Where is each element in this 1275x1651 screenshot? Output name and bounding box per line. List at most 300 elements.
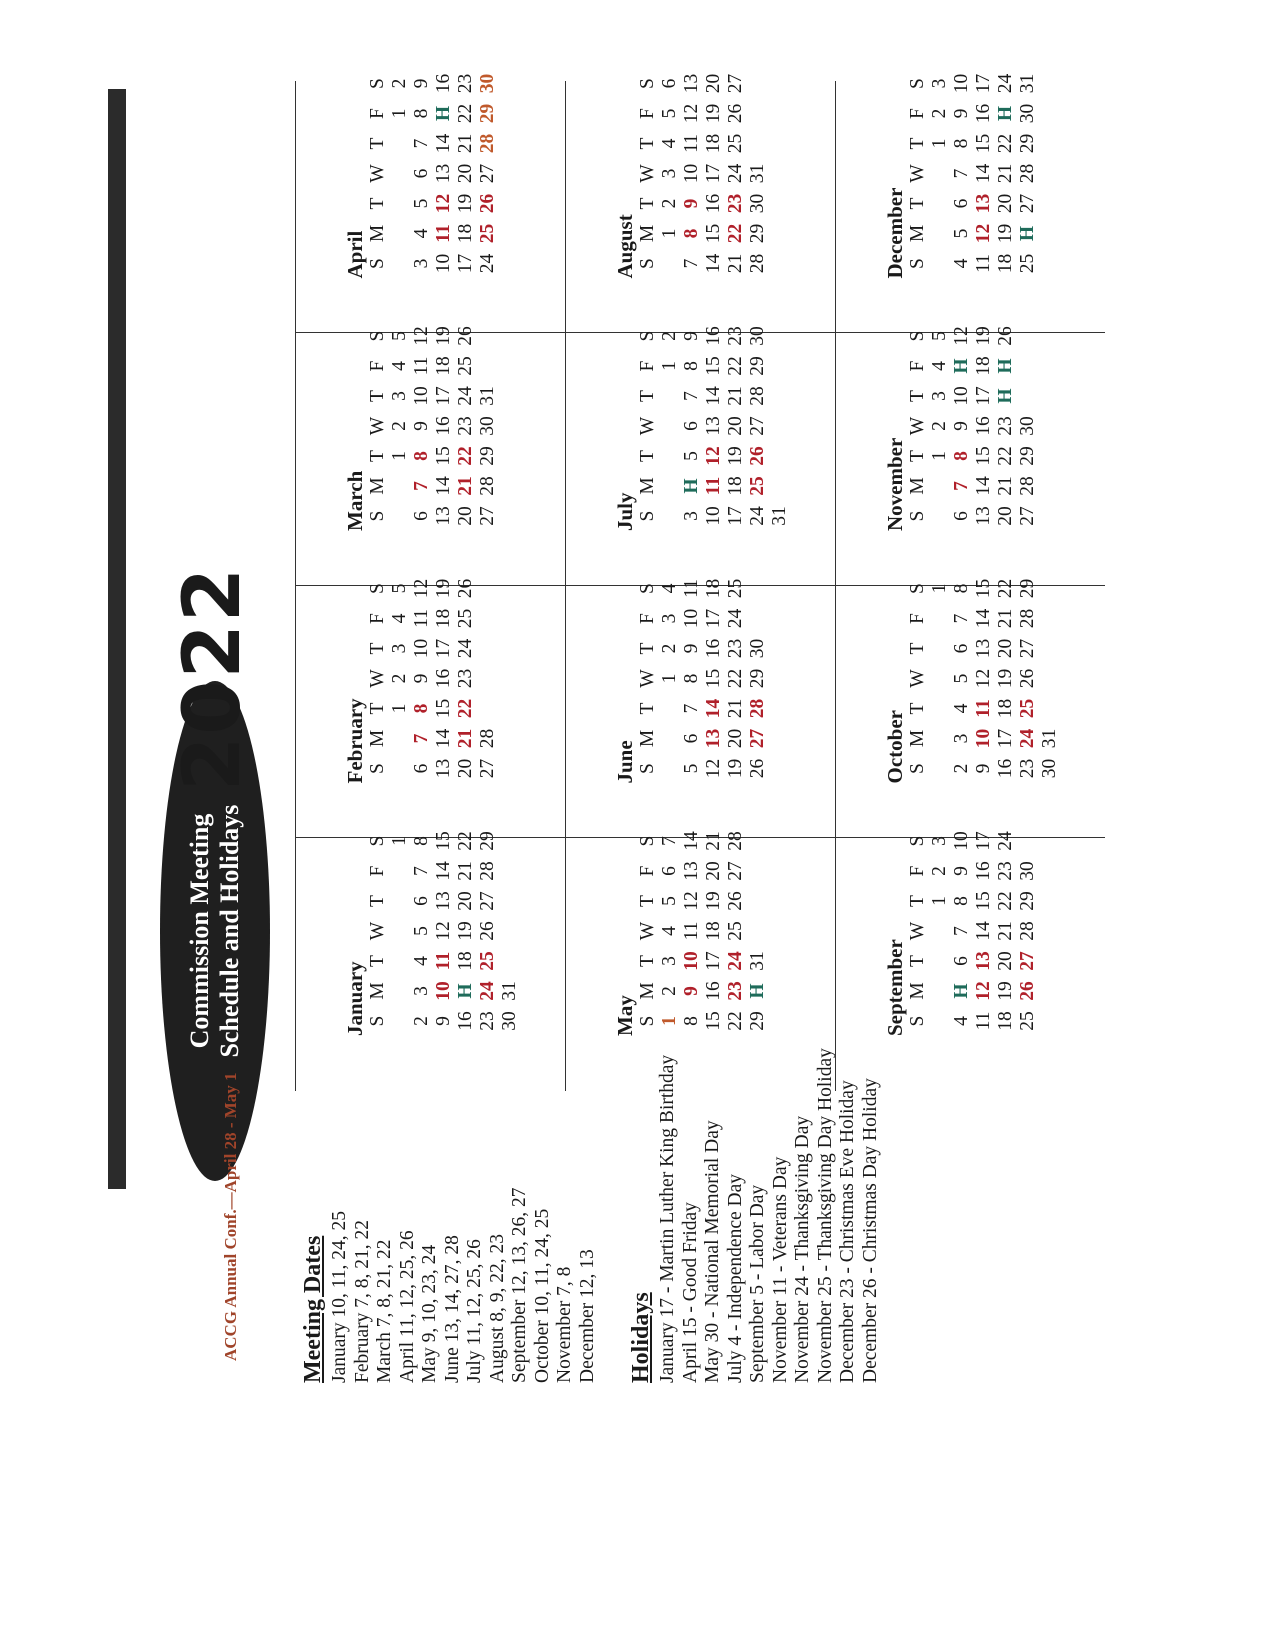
day: 11 bbox=[411, 609, 432, 628]
holiday-marker: H bbox=[747, 983, 768, 999]
day: 15 bbox=[703, 356, 724, 376]
weekday-header: T bbox=[367, 197, 388, 210]
day: 27 bbox=[477, 891, 498, 911]
day: 6 bbox=[411, 168, 432, 179]
weekday-header: W bbox=[637, 669, 658, 688]
day: 7 bbox=[951, 168, 972, 179]
day: 30 bbox=[1017, 861, 1038, 881]
day: 30 bbox=[747, 193, 768, 214]
day: 28 bbox=[1017, 608, 1038, 629]
holiday-item: December 23 - Christmas Eve Holiday bbox=[837, 1080, 858, 1383]
day: 30 bbox=[1017, 103, 1038, 124]
meeting-date-item: September 12, 13, 26, 27 bbox=[509, 1187, 530, 1383]
weekday-header: S bbox=[637, 78, 658, 89]
grid-divider bbox=[295, 81, 296, 1091]
day: 27 bbox=[1017, 193, 1038, 214]
day: 7 bbox=[411, 866, 432, 876]
day: 4 bbox=[951, 258, 972, 269]
day: 19 bbox=[455, 193, 476, 214]
empty-cell bbox=[659, 694, 681, 724]
day: 12 bbox=[951, 326, 972, 346]
day: 31 bbox=[747, 951, 768, 971]
month-name: February bbox=[343, 698, 367, 784]
day: 29 bbox=[1017, 446, 1038, 466]
day: 10 bbox=[951, 831, 972, 851]
day: 5 bbox=[681, 763, 702, 774]
empty-cell bbox=[929, 976, 951, 1006]
empty-cell bbox=[929, 159, 951, 189]
day: 3 bbox=[929, 391, 950, 401]
day: 4 bbox=[389, 613, 410, 624]
weekday-header: S bbox=[637, 583, 658, 594]
day: 27 bbox=[477, 506, 498, 526]
month-may bbox=[613, 826, 769, 1036]
month-days bbox=[637, 321, 791, 531]
conference-day: 1 bbox=[659, 1016, 680, 1026]
weekday-header: S bbox=[637, 763, 658, 774]
day: 26 bbox=[995, 326, 1016, 346]
day: 8 bbox=[411, 108, 432, 119]
month-days bbox=[367, 321, 499, 531]
day: 22 bbox=[995, 446, 1016, 466]
day: 22 bbox=[455, 103, 476, 124]
meeting-day: 8 bbox=[411, 703, 432, 714]
empty-cell bbox=[929, 501, 951, 531]
day: 20 bbox=[995, 638, 1016, 659]
day: 30 bbox=[1017, 416, 1038, 436]
day: 9 bbox=[411, 78, 432, 89]
month-name: November bbox=[883, 437, 907, 531]
day: 4 bbox=[951, 1016, 972, 1026]
day: 1 bbox=[929, 138, 950, 149]
month-january bbox=[343, 826, 521, 1036]
day: 21 bbox=[725, 698, 746, 719]
day: 18 bbox=[703, 133, 724, 154]
meeting-day: 23 bbox=[725, 193, 746, 214]
empty-cell bbox=[389, 856, 411, 886]
day: 19 bbox=[725, 446, 746, 466]
month-days bbox=[637, 69, 769, 279]
day: 26 bbox=[725, 891, 746, 911]
day: 15 bbox=[433, 446, 454, 466]
day: 16 bbox=[703, 638, 724, 659]
day: 29 bbox=[747, 356, 768, 376]
day: 15 bbox=[703, 223, 724, 244]
day: 31 bbox=[1017, 73, 1038, 94]
day: 21 bbox=[995, 608, 1016, 629]
day: 17 bbox=[703, 608, 724, 629]
day: 3 bbox=[411, 258, 432, 269]
meeting-day: 25 bbox=[1017, 698, 1038, 719]
day: 6 bbox=[951, 643, 972, 654]
day: 24 bbox=[455, 386, 476, 406]
day: 21 bbox=[455, 133, 476, 154]
day: 8 bbox=[951, 896, 972, 906]
day: 14 bbox=[973, 608, 994, 629]
weekday-header: W bbox=[637, 164, 658, 183]
meeting-day: 26 bbox=[477, 193, 498, 214]
meeting-day: 28 bbox=[747, 698, 768, 719]
day: 10 bbox=[951, 73, 972, 94]
day: 3 bbox=[951, 733, 972, 744]
month-days bbox=[367, 826, 521, 1036]
day: 27 bbox=[1017, 506, 1038, 526]
meeting-date-item: October 10, 11, 24, 25 bbox=[531, 1208, 553, 1383]
day: 2 bbox=[929, 421, 950, 431]
weekday-header: T bbox=[907, 702, 928, 715]
day: 16 bbox=[433, 416, 454, 436]
meeting-day: 25 bbox=[477, 223, 498, 244]
day: 30 bbox=[747, 326, 768, 346]
day: 25 bbox=[725, 133, 746, 154]
day: 10 bbox=[703, 506, 724, 526]
day: 13 bbox=[681, 861, 702, 881]
weekday-header: W bbox=[367, 164, 388, 183]
empty-cell bbox=[389, 501, 411, 531]
empty-cell bbox=[389, 724, 411, 754]
empty-cell bbox=[929, 249, 951, 279]
day: 2 bbox=[659, 643, 680, 654]
weekday-header: W bbox=[637, 921, 658, 941]
meeting-day: 24 bbox=[477, 981, 498, 1001]
month-days bbox=[907, 69, 1039, 279]
conference-day: 28 bbox=[477, 133, 498, 154]
day: 28 bbox=[477, 476, 498, 496]
day: 10 bbox=[681, 608, 702, 629]
day: 13 bbox=[973, 506, 994, 526]
holiday-item: January 17 - Martin Luther King Birthday bbox=[657, 1054, 678, 1383]
day: 12 bbox=[973, 668, 994, 689]
day: 22 bbox=[995, 891, 1016, 911]
day: 7 bbox=[411, 138, 432, 149]
weekday-header: S bbox=[367, 763, 388, 774]
weekday-header: T bbox=[367, 895, 388, 907]
weekday-header: T bbox=[367, 642, 388, 655]
day: 27 bbox=[1017, 638, 1038, 659]
day: 19 bbox=[703, 103, 724, 124]
day: 11 bbox=[411, 356, 432, 376]
meeting-day: 9 bbox=[681, 986, 702, 996]
day: 3 bbox=[659, 613, 680, 624]
weekday-header: S bbox=[367, 510, 388, 522]
weekday-header: T bbox=[907, 642, 928, 655]
month-days bbox=[637, 574, 769, 784]
day: 15 bbox=[973, 446, 994, 466]
day: 10 bbox=[951, 386, 972, 406]
weekday-header: M bbox=[637, 224, 658, 243]
day: 5 bbox=[681, 451, 702, 461]
holiday-item: July 4 - Independence Day bbox=[724, 1173, 746, 1383]
day: 10 bbox=[681, 163, 702, 184]
weekday-header: T bbox=[907, 895, 928, 907]
day: 26 bbox=[747, 758, 768, 779]
weekday-header: S bbox=[907, 583, 928, 594]
weekday-header: T bbox=[367, 450, 388, 462]
day: 17 bbox=[973, 831, 994, 851]
weekday-header: S bbox=[907, 258, 928, 269]
weekday-header: S bbox=[637, 510, 658, 522]
empty-cell bbox=[389, 219, 411, 249]
day: 9 bbox=[951, 421, 972, 431]
day: 1 bbox=[929, 583, 950, 594]
conference-day: 29 bbox=[477, 103, 498, 124]
holiday-marker: H bbox=[995, 105, 1016, 122]
day: 18 bbox=[433, 608, 454, 629]
day: 29 bbox=[747, 223, 768, 244]
day: 12 bbox=[703, 758, 724, 779]
meeting-day: 8 bbox=[411, 451, 432, 461]
weekday-header: S bbox=[637, 1015, 658, 1027]
meeting-date-item: December 12, 13 bbox=[576, 1249, 598, 1383]
meeting-date-item: April 11, 12, 25, 26 bbox=[396, 1230, 418, 1383]
day: 29 bbox=[747, 668, 768, 689]
day: 23 bbox=[477, 1011, 498, 1031]
holiday-item: September 5 - Labor Day bbox=[747, 1184, 768, 1383]
weekday-header: S bbox=[637, 258, 658, 269]
empty-cell bbox=[389, 249, 411, 279]
day: 22 bbox=[455, 831, 476, 851]
day: 9 bbox=[951, 866, 972, 876]
day: 8 bbox=[681, 1016, 702, 1026]
empty-cell bbox=[389, 916, 411, 946]
day: 21 bbox=[455, 861, 476, 881]
day: 16 bbox=[455, 1011, 476, 1031]
day: 23 bbox=[1017, 758, 1038, 779]
weekday-header: S bbox=[367, 835, 388, 847]
weekday-header: F bbox=[907, 108, 928, 119]
empty-cell bbox=[659, 249, 681, 279]
day: 8 bbox=[681, 673, 702, 684]
day: 5 bbox=[659, 108, 680, 119]
empty-cell bbox=[929, 724, 951, 754]
day: 4 bbox=[659, 926, 680, 936]
day: 23 bbox=[455, 668, 476, 689]
month-name: October bbox=[883, 710, 907, 784]
empty-cell bbox=[389, 976, 411, 1006]
holiday-marker: H bbox=[433, 105, 454, 122]
day: 23 bbox=[455, 416, 476, 436]
day: 3 bbox=[659, 956, 680, 966]
day: 3 bbox=[389, 643, 410, 654]
holiday-marker: H bbox=[681, 478, 702, 494]
day: 7 bbox=[681, 258, 702, 269]
day: 15 bbox=[703, 668, 724, 689]
day: 20 bbox=[725, 416, 746, 436]
empty-cell bbox=[659, 724, 681, 754]
day: 20 bbox=[455, 758, 476, 779]
meeting-date-item: February 7, 8, 21, 22 bbox=[351, 1219, 373, 1383]
day: 18 bbox=[703, 578, 724, 599]
weekday-header: S bbox=[907, 1015, 928, 1027]
day: 12 bbox=[411, 578, 432, 599]
day: 7 bbox=[681, 703, 702, 714]
day: 21 bbox=[725, 386, 746, 406]
empty-cell bbox=[389, 1006, 411, 1036]
day: 1 bbox=[389, 451, 410, 461]
month-march bbox=[343, 321, 499, 531]
empty-cell bbox=[929, 189, 951, 219]
weekday-header: F bbox=[367, 360, 388, 372]
weekday-header: W bbox=[367, 416, 388, 436]
title-line-1: Commission Meeting bbox=[185, 813, 214, 1049]
day: 27 bbox=[725, 73, 746, 94]
day: 5 bbox=[389, 331, 410, 341]
day: 29 bbox=[477, 446, 498, 466]
day: 14 bbox=[433, 728, 454, 749]
month-february bbox=[343, 574, 499, 784]
day: 1 bbox=[659, 228, 680, 239]
empty-cell bbox=[389, 159, 411, 189]
day: 4 bbox=[411, 228, 432, 239]
meeting-day: 9 bbox=[681, 198, 702, 209]
day: 2 bbox=[929, 108, 950, 119]
holiday-item: April 15 - Good Friday bbox=[679, 1202, 701, 1383]
meeting-day: 22 bbox=[725, 223, 746, 244]
day: 4 bbox=[929, 361, 950, 371]
meeting-day: 21 bbox=[455, 476, 476, 496]
day: 16 bbox=[703, 193, 724, 214]
meeting-day: 26 bbox=[747, 446, 768, 466]
day: 21 bbox=[995, 921, 1016, 941]
day: 29 bbox=[747, 1011, 768, 1031]
day: 28 bbox=[747, 253, 768, 274]
day: 7 bbox=[951, 613, 972, 624]
day: 17 bbox=[433, 638, 454, 659]
empty-cell bbox=[659, 471, 681, 501]
meeting-day: 12 bbox=[433, 193, 454, 214]
day: 2 bbox=[951, 763, 972, 774]
weekday-header: T bbox=[637, 450, 658, 462]
month-days bbox=[637, 826, 769, 1036]
holiday-marker: H bbox=[1017, 225, 1038, 242]
weekday-header: T bbox=[637, 642, 658, 655]
meeting-day: 14 bbox=[703, 698, 724, 719]
day: 11 bbox=[973, 254, 994, 273]
meeting-day: 24 bbox=[1017, 728, 1038, 749]
day: 20 bbox=[995, 193, 1016, 214]
weekday-header: M bbox=[367, 729, 388, 748]
day: 26 bbox=[455, 326, 476, 346]
day: 24 bbox=[725, 608, 746, 629]
day: 15 bbox=[433, 831, 454, 851]
day: 20 bbox=[455, 506, 476, 526]
month-november bbox=[883, 321, 1039, 531]
meeting-day: 12 bbox=[973, 223, 994, 244]
weekday-header: T bbox=[637, 955, 658, 967]
day: 2 bbox=[389, 78, 410, 89]
holiday-marker: H bbox=[995, 388, 1016, 404]
meeting-day: 7 bbox=[411, 733, 432, 744]
day: 24 bbox=[725, 163, 746, 184]
weekday-header: T bbox=[637, 895, 658, 907]
day: 3 bbox=[411, 986, 432, 996]
empty-cell bbox=[659, 441, 681, 471]
day: 2 bbox=[929, 866, 950, 876]
day: 27 bbox=[477, 758, 498, 779]
empty-cell bbox=[659, 381, 681, 411]
weekday-header: F bbox=[637, 865, 658, 877]
day: 8 bbox=[681, 361, 702, 371]
day: 20 bbox=[703, 73, 724, 94]
month-name: December bbox=[883, 187, 907, 279]
empty-cell bbox=[659, 754, 681, 784]
day: 3 bbox=[929, 836, 950, 846]
weekday-header: T bbox=[637, 137, 658, 150]
grid-divider bbox=[835, 81, 836, 1091]
day: 16 bbox=[433, 73, 454, 94]
day: 7 bbox=[659, 836, 680, 846]
day: 1 bbox=[389, 703, 410, 714]
day: 4 bbox=[659, 583, 680, 594]
day: 12 bbox=[411, 326, 432, 346]
empty-cell bbox=[929, 634, 951, 664]
day: 26 bbox=[477, 921, 498, 941]
day: 18 bbox=[703, 921, 724, 941]
day: 26 bbox=[725, 103, 746, 124]
day: 19 bbox=[725, 758, 746, 779]
day: 17 bbox=[433, 386, 454, 406]
day: 13 bbox=[681, 73, 702, 94]
weekday-header: M bbox=[367, 224, 388, 243]
empty-cell bbox=[389, 129, 411, 159]
day: 8 bbox=[951, 138, 972, 149]
month-days bbox=[367, 574, 499, 784]
weekday-header: M bbox=[637, 982, 658, 1000]
day: 3 bbox=[681, 511, 702, 521]
weekday-header: M bbox=[907, 982, 928, 1000]
day: 17 bbox=[725, 506, 746, 526]
day: 8 bbox=[411, 836, 432, 846]
weekday-header: S bbox=[907, 835, 928, 847]
day: 23 bbox=[995, 416, 1016, 436]
day: 22 bbox=[995, 578, 1016, 599]
day: 24 bbox=[995, 73, 1016, 94]
day: 9 bbox=[681, 331, 702, 341]
day: 12 bbox=[681, 891, 702, 911]
weekday-header: T bbox=[367, 137, 388, 150]
day: 7 bbox=[951, 926, 972, 936]
day: 14 bbox=[973, 163, 994, 184]
day: 10 bbox=[433, 253, 454, 274]
meeting-date-item: June 13, 14, 27, 28 bbox=[441, 1235, 463, 1383]
day: 2 bbox=[659, 986, 680, 996]
day: 14 bbox=[703, 253, 724, 274]
weekday-header: F bbox=[637, 360, 658, 372]
month-days bbox=[907, 321, 1039, 531]
day: 4 bbox=[659, 138, 680, 149]
day: 3 bbox=[929, 78, 950, 89]
grid-divider bbox=[565, 81, 566, 1091]
day: 17 bbox=[455, 253, 476, 274]
day: 5 bbox=[411, 926, 432, 936]
day: 28 bbox=[1017, 476, 1038, 496]
day: 16 bbox=[703, 981, 724, 1001]
weekday-header: T bbox=[637, 197, 658, 210]
day: 15 bbox=[973, 578, 994, 599]
empty-cell bbox=[929, 664, 951, 694]
empty-cell bbox=[929, 1006, 951, 1036]
month-september bbox=[883, 826, 1039, 1036]
day: 18 bbox=[995, 698, 1016, 719]
weekday-header: F bbox=[367, 865, 388, 877]
day: 19 bbox=[973, 326, 994, 346]
empty-cell bbox=[929, 471, 951, 501]
day: 21 bbox=[703, 831, 724, 851]
day: 6 bbox=[659, 866, 680, 876]
weekday-header: W bbox=[367, 669, 388, 688]
day: 20 bbox=[703, 861, 724, 881]
day: 25 bbox=[725, 921, 746, 941]
